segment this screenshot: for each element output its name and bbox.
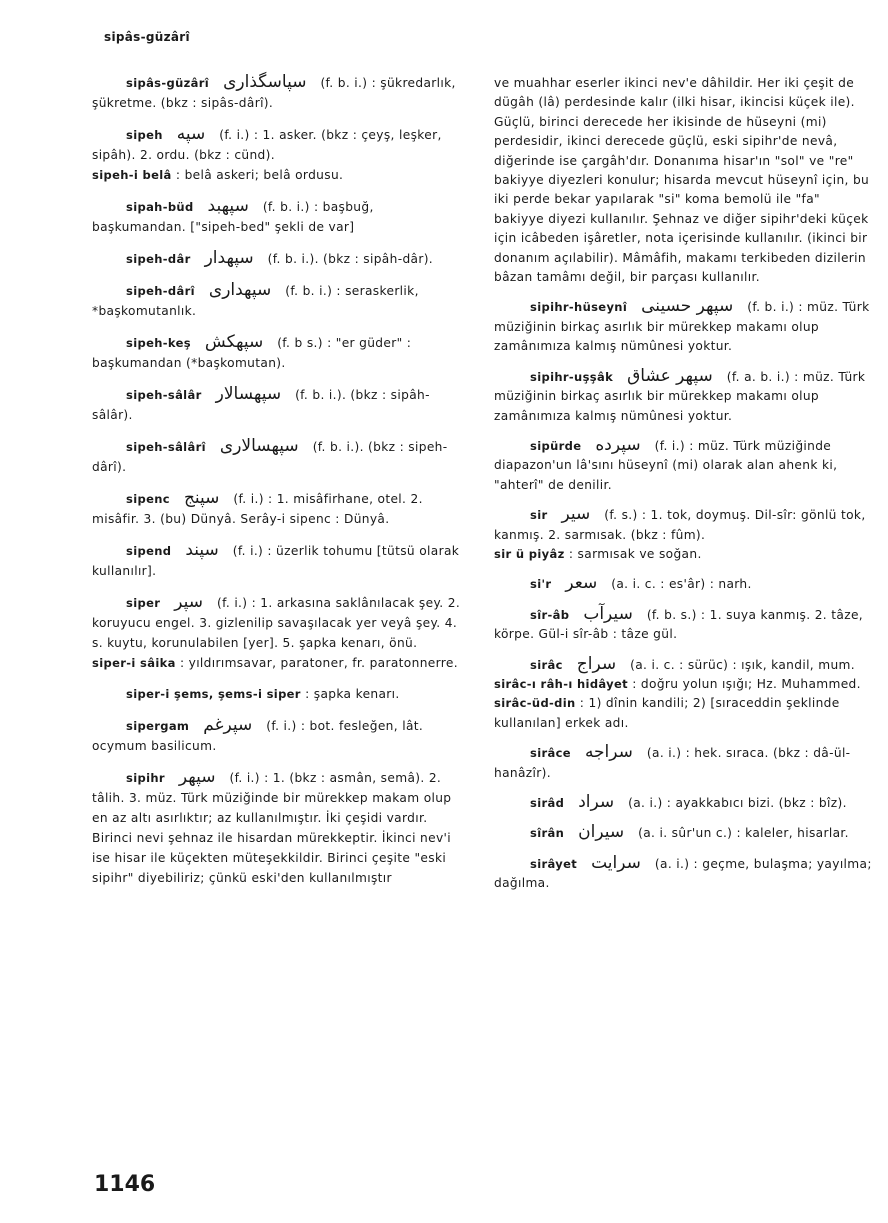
headword: sipeh-sâlârî	[126, 440, 206, 454]
sub-headword: sirâc-üd-din	[494, 696, 576, 711]
sub-definition: : yıldırımsavar, paratoner, fr. paratonnerre.	[179, 656, 458, 670]
entry	[494, 297, 872, 356]
arabic-script: سپهر عشاق	[627, 365, 713, 386]
entry	[494, 793, 872, 813]
headword: sirâd	[530, 796, 565, 810]
definition: ve muahhar eserler ikinci nev'e dâhildir. Her iki çeşit de dügâh (lâ) perdesinde kalır (ilki hisar, ikincisi küçek ile). Güçlü, birinci derecede her ikisinde de hüseyni (mi) perdesidir, ikinci derecede güçlü, eski sipihr'de nevâ, diğerinde ise çargâh'dır. Donanıma hisar'ın "sol" ve "re" bakiyye diyezleri konulur; hisarda mevcut hüseynî için, bu iki perde bekar yapılarak "si" koma bemolü ile "fa" bakiyye diyezi kullanılır. Şehnaz ve diğer sipihr'deki küçek için icâbeden işâretler, nota içerisinde kullanılır. (ikinci bir donanım açılabilir). Mâmâfih, makamı terkibeden dizilerin bâzan tamâmı değil, bir parçası kullanılır.	[494, 76, 870, 285]
definition: (f. b s.) : "er güder" : başkumandan (*başkomutan).	[92, 336, 412, 370]
headword: sirâce	[530, 746, 571, 761]
definition: (a. i.) : geçme, bulaşma; yayılma; dağılma.	[494, 856, 872, 891]
headword: sipeh	[126, 128, 163, 142]
entry	[92, 72, 470, 113]
sub-definition: : sarmısak ve soğan.	[568, 546, 702, 561]
sub-definition: : 1) dînin kandili; 2) [sıraceddin şeklinde kullanılan] erkek adı.	[494, 696, 840, 730]
headword: sipend	[126, 544, 172, 558]
headword: sipergam	[126, 719, 190, 733]
sub-headword: siper-i sâika	[92, 656, 176, 670]
entry	[494, 854, 872, 894]
definition: (a. i. c. : sürüc) : ışık, kandil, mum.	[630, 657, 855, 672]
headword: sipeh-sâlâr	[126, 388, 202, 402]
entry	[494, 436, 872, 495]
arabic-script: سپرغم	[203, 715, 253, 735]
definition: (f. b. i.) : başbuğ, başkumandan. ["sipeh-bed" şekli de var]	[92, 200, 374, 234]
entry	[92, 196, 470, 237]
entry	[494, 655, 872, 734]
entry	[92, 124, 470, 185]
headword: sipenc	[126, 492, 170, 506]
headword: sir	[530, 508, 548, 523]
headword: sipürde	[530, 438, 582, 453]
sub-headword: sipeh-i belâ	[92, 168, 172, 182]
arabic-script: سراج	[576, 653, 617, 674]
entry	[92, 684, 470, 704]
headword: sipihr	[126, 771, 165, 785]
entry	[494, 823, 872, 843]
sub-definition: : doğru yolun ışığı; Hz. Muhammed.	[632, 676, 861, 691]
entry-continuation	[494, 74, 872, 287]
entry	[92, 592, 470, 673]
definition: (f. b. i.) : seraskerlik, *başkomutanlık.	[92, 284, 419, 318]
entry	[494, 743, 872, 783]
entry	[494, 605, 872, 645]
definition: (f. b. i.). (bkz : sipeh-dârî).	[92, 440, 448, 474]
arabic-script: سپهدارى	[208, 280, 272, 300]
definition: (a. i.) : ayakkabıcı bizi. (bkz : bîz).	[628, 796, 847, 810]
entry	[92, 488, 470, 529]
definition: (f. i.) : 1. asker. (bkz : çeyş, leşker, sipâh). 2. ordu. (bkz : cünd).	[92, 128, 442, 162]
headword: sipeh-dârî	[126, 284, 195, 298]
headword: sirâc	[530, 657, 563, 672]
headword: sipeh-dâr	[126, 252, 191, 266]
arabic-script: سپند	[185, 540, 219, 560]
headword: sipâs-güzârî	[126, 76, 210, 90]
headword: siper-i şems, şems-i siper	[126, 687, 301, 701]
headword: sîrân	[530, 826, 565, 841]
definition: (f. i.) : bot. fesleğen, lât. ocymum basilicum.	[92, 719, 424, 753]
entry	[92, 715, 470, 756]
headword: sipihr-hüseynî	[530, 300, 628, 315]
arabic-script: سپهسالارى	[219, 436, 299, 456]
definition: (f. b. i.). (bkz : sipâh-sâlâr).	[92, 388, 430, 422]
definition: (f. i.) : 1. misâfirhane, otel. 2. misâfir. 3. (bu) Dünyâ. Serây-i sipenc : Dünyâ.	[92, 492, 423, 526]
entry	[494, 574, 872, 594]
definition: (f. b. s.) : 1. suya kanmış. 2. tâze, körpe. Gül-i sîr-âb : tâze gül.	[494, 607, 864, 642]
definition: (f. b. i.) : şükredarlık, şükretme. (bkz : sipâs-dârî).	[92, 76, 456, 110]
entry	[92, 248, 470, 269]
arabic-script: سپه	[176, 124, 206, 144]
arabic-script: سير	[561, 504, 591, 525]
page-number: 1146	[94, 1172, 156, 1197]
arabic-script: سپهکش	[204, 332, 264, 352]
page-header: sipâs-güzârî	[104, 30, 190, 44]
sub-definition: : belâ askeri; belâ ordusu.	[175, 168, 344, 182]
headword: sîr-âb	[530, 607, 570, 622]
definition: : şapka kenarı.	[305, 687, 400, 701]
definition: (f. i.) : 1. arkasına saklânılacak şey. 2. koruyucu engel. 3. gizlenilip savaşılacak yer veyâ şey. 4. s. kuytu, korunulabilen [yer]. 5. şapka kenarı, önü.	[92, 596, 461, 650]
arabic-script: سپهر	[178, 767, 216, 787]
arabic-script: سپرده	[595, 434, 641, 455]
entry	[92, 767, 470, 888]
sub-headword: sirâc-ı râh-ı hidâyet	[494, 676, 629, 691]
arabic-script: سپهدار	[204, 248, 254, 268]
headword: sipah-büd	[126, 200, 194, 214]
arabic-script: سعر	[565, 573, 598, 594]
arabic-script: سپر	[174, 592, 204, 612]
definition: (f. i.) : 1. (bkz : asmân, semâ). 2. tâlih. 3. müz. Türk müziğinde bir mürekkep makam olup en az altı asırlıktır; az kullanılmıştır. İki çeşidi vardır. Birinci nevi şehnaz ile hisardan mürekkeptir. İkinci nev'i ise hisar ile küçekten müteşekkildir. Birinci çeşite "eski sipihr" diyebiliriz; çünkü eski'den kullanılmıştır	[92, 771, 452, 885]
arabic-script: سراد	[578, 792, 615, 812]
headword: sipeh-keş	[126, 336, 191, 350]
entry	[92, 384, 470, 425]
entry	[92, 280, 470, 321]
definition: (f. b. i.). (bkz : sipâh-dâr).	[267, 252, 434, 266]
entry	[494, 367, 872, 426]
definition: (f. i.) : müz. Türk müziğinde diapazon'un lâ'sını hüseynî (mi) olarak alan ahenk ki, "ahterî" de denilir.	[494, 438, 838, 492]
arabic-script: سپنج	[183, 488, 220, 508]
definition: (f. s.) : 1. tok, doymuş. Dil-sîr: gönlü tok, kanmış. 2. sarmısak. (bkz : fûm).	[494, 508, 866, 542]
definition: (f. a. b. i.) : müz. Türk müziğinin birkaç asırlık bir mürekkep makamı olup zamânımıza kalmış nümûnesi yoktur.	[494, 369, 866, 423]
sub-headword: sir ü piyâz	[494, 546, 565, 561]
definition: (a. i.) : hek. sıraca. (bkz : dâ-ül-hanâzîr).	[494, 746, 851, 780]
arabic-script: سرايت	[591, 852, 641, 873]
arabic-script: سپهر حسينى	[641, 296, 734, 317]
headword: sirâyet	[530, 856, 578, 871]
headword: si'r	[530, 577, 552, 592]
definition: (a. i. c. : es'âr) : narh.	[611, 577, 752, 592]
definition: (a. i. sûr'un c.) : kaleler, hisarlar.	[638, 826, 849, 841]
definition: (f. b. i.) : müz. Türk müziğinin birkaç asırlık bir mürekkep makamı olup zamânımıza kalmış nümûnesi yoktur.	[494, 300, 870, 354]
arabic-script: سيران	[578, 822, 625, 843]
entry	[92, 540, 470, 581]
arabic-script: سپاسگذارى	[223, 72, 307, 92]
entry	[494, 505, 872, 564]
arabic-script: سپهبد	[207, 196, 249, 216]
right-column	[494, 74, 872, 904]
arabic-script: سپهسالار	[215, 384, 282, 404]
entry	[92, 436, 470, 477]
left-column	[92, 72, 470, 899]
definition: (f. i.) : üzerlik tohumu [tütsü olarak kullanılır].	[92, 544, 460, 578]
headword: siper	[126, 596, 161, 610]
headword: sipihr-uşşâk	[530, 369, 614, 384]
entry	[92, 332, 470, 373]
arabic-script: سراجه	[584, 742, 633, 763]
arabic-script: سيرآب	[583, 603, 633, 624]
